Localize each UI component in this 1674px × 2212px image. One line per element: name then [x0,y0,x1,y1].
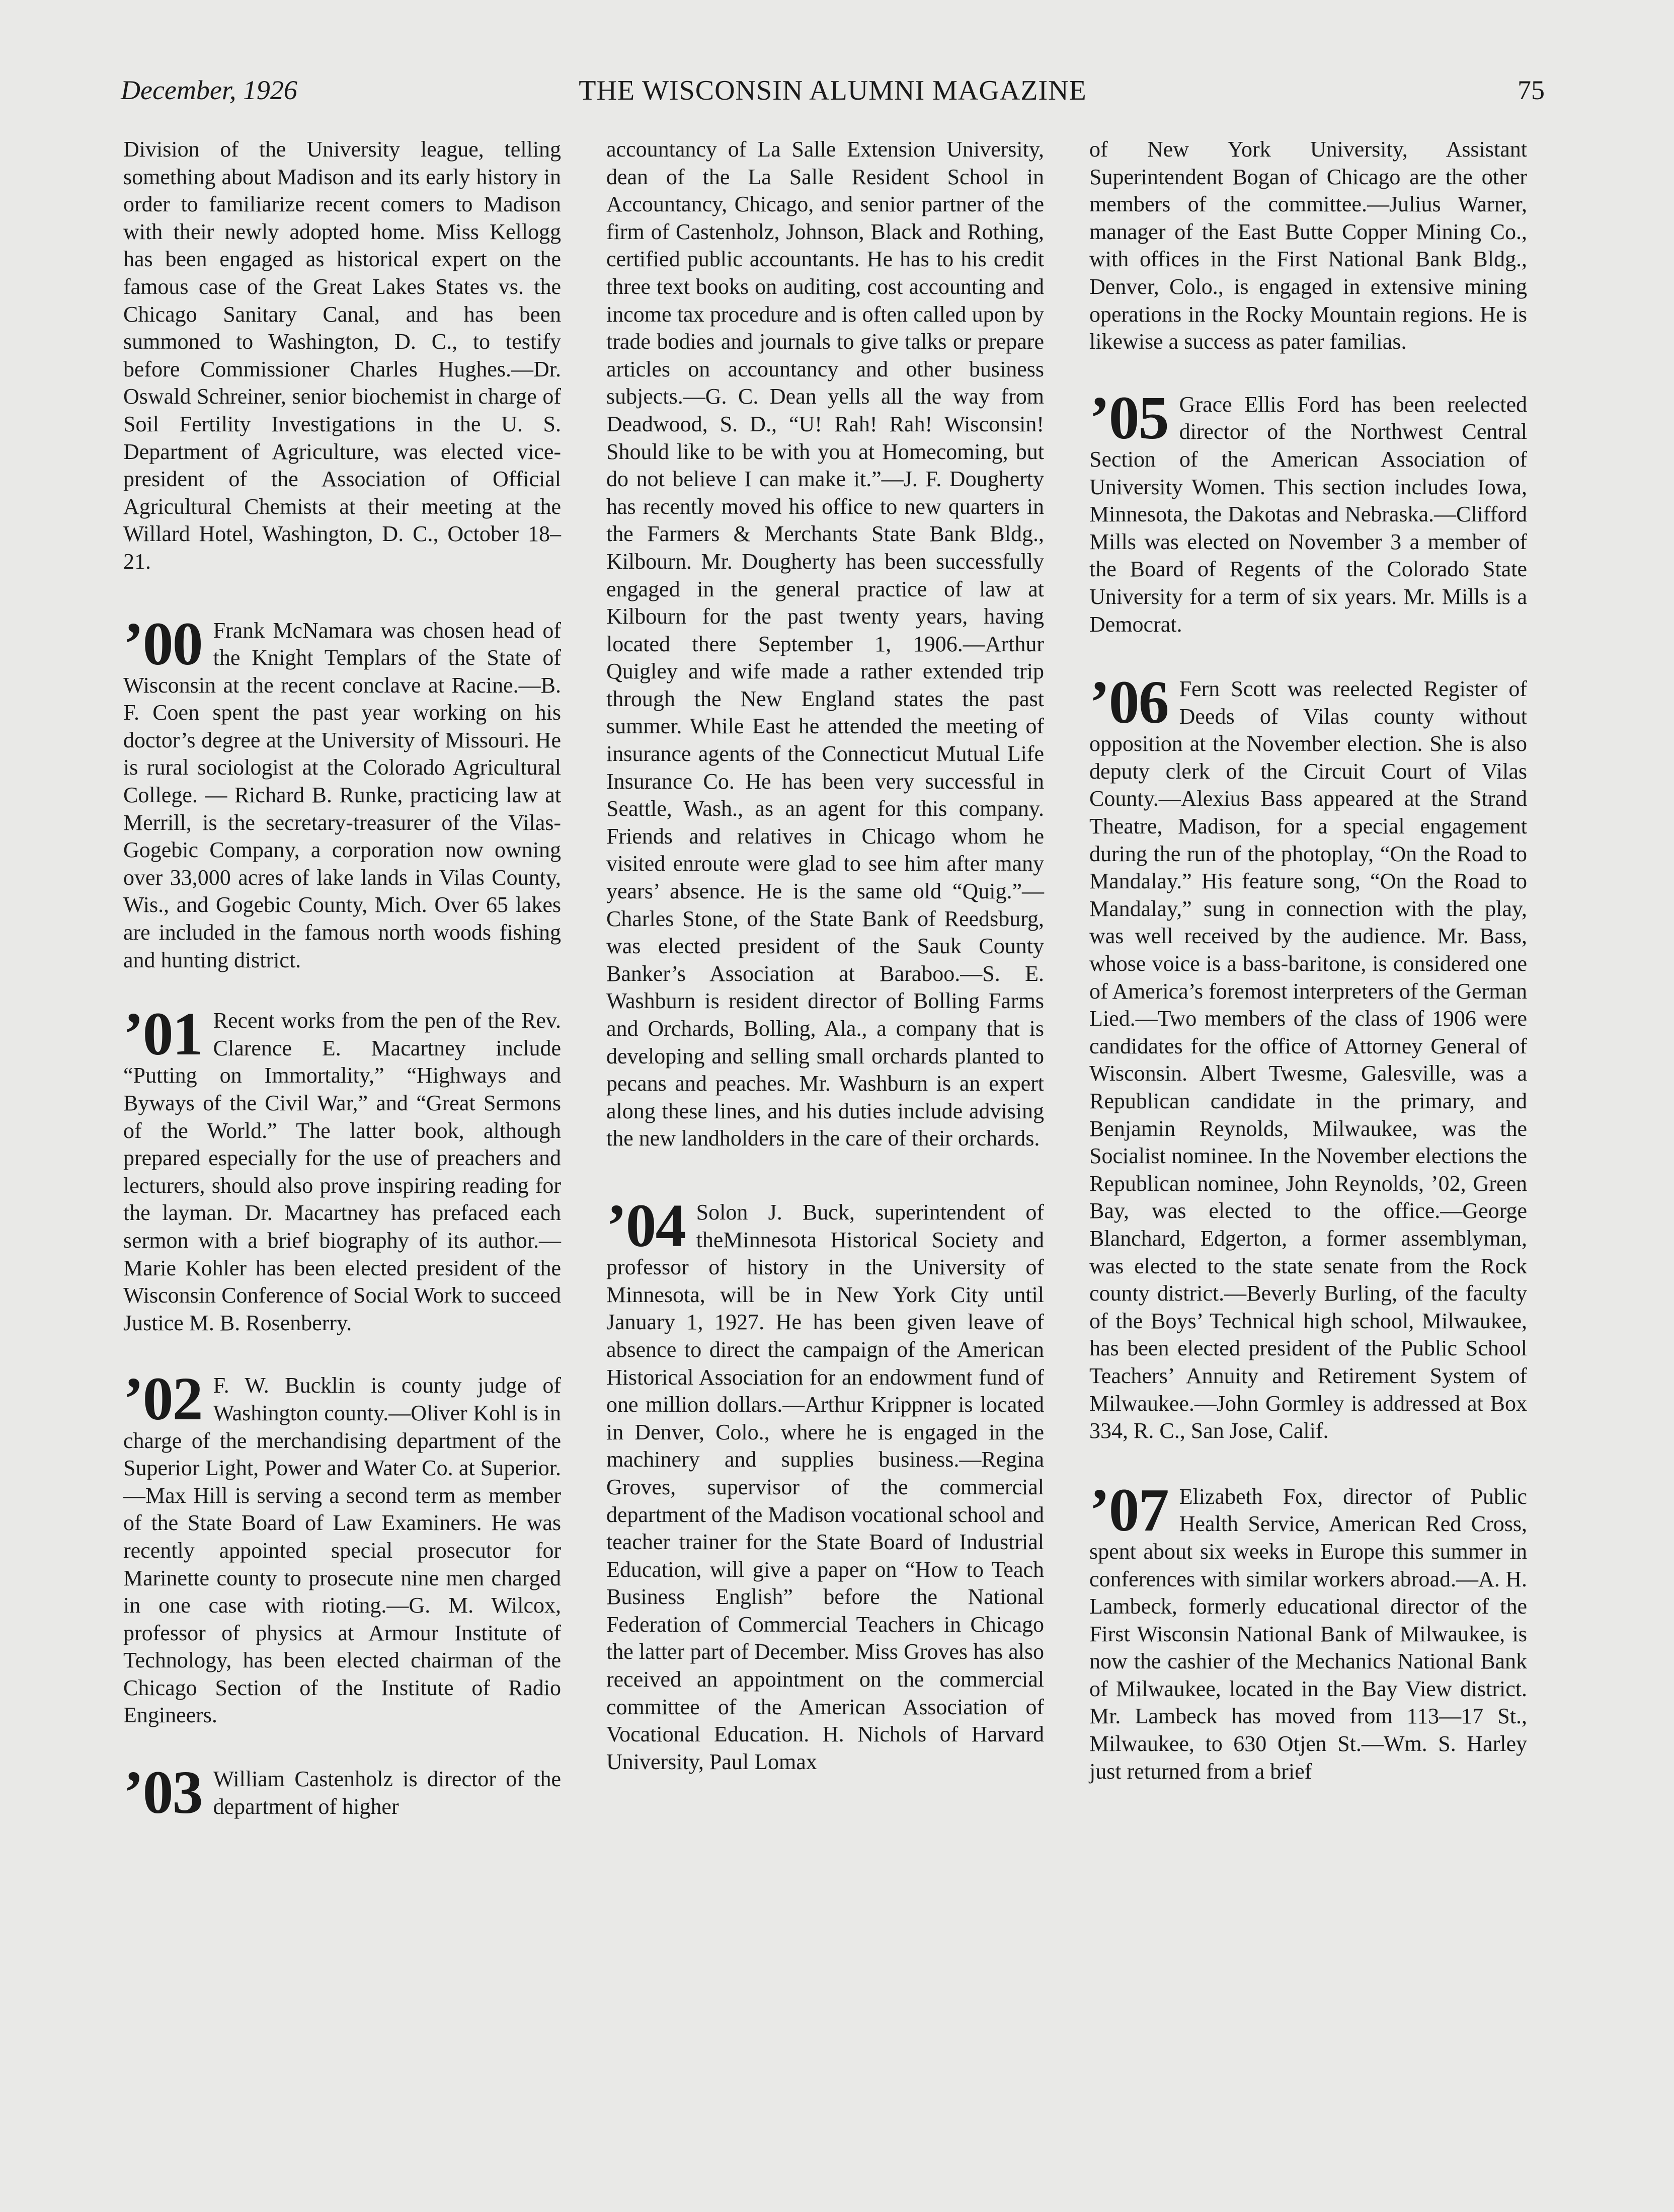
page-header [121,74,1545,115]
class-note-text: Frank McNamara was chosen head of the Knight Templars of the State of Wisconsin at the recent conclave at Racine.—B. F. Coen spent the past year working on his doctor’s degree at the University of Missouri. He is rural sociologist at the Colorado Agricultural College. — Richard B. Runke, practicing law at Merrill, is the secretary-treasurer of the Vilas-Gogebic Company, a corporation now owning over 33,000 acres of lake lands in Vilas County, Wis., and Gogebic County, Mich. Over 65 lakes are included in the famous north woods fishing and hunting district. [123,618,561,972]
class-note-text: Solon J. Buck, superintendent of theMinnesota Historical Society and professor of history in the University of Minnesota, will be in New York City until January 1, 1927. He has been given leave of absence to direct the campaign of the American Historical Association for an endowment fund of one million dollars.—Arthur Krippner is located in Denver, Colo., where he is engaged in the machinery and supplies business.—Regina Groves, supervisor of the commercial department of the Madison vocational school and teacher trainer for the State Board of Industrial Education, will give a paper on “How to Teach Business English” before the National Federation of Commercial Teachers in Chicago the latter part of December. Miss Groves has also received an appointment on the commercial committee of the American Association of Vocational Education. H. Nichols of Harvard University, Paul Lomax [606,1199,1044,1774]
class-note-1905 [1089,384,1527,638]
class-year-label: ’00 [123,609,202,678]
text-column-2 [606,136,1044,1776]
class-year-label: ’03 [123,1759,202,1827]
magazine-title: THE WISCONSIN ALUMNI MAGAZINE [579,75,1087,106]
class-note-text: F. W. Bucklin is county judge of Washington county.—Oliver Kohl is in charge of the merchandising department of the Superior Light, Power and Water Co. at Superior.—Max Hill is serving a second term as member of the State Board of Law Examiners. He was recently appointed special prosecutor for Marinette county to prosecute nine men charged in one case with rioting.—G. M. Wilcox, professor of physics at Armour Institute of Technology, has been elected chairman of the Chicago Section of the Institute of Radio Engineers. [123,1373,561,1728]
column-lead-paragraph: accountancy of La Salle Extension University, dean of the La Salle Resident School in Accountancy, Chicago, and senior partner of the firm of Castenholz, Johnson, Black and Rothing, certified public accountants. He has to his credit three text books on auditing, cost accounting and income tax procedure and is often called upon by trade bodies and journals to give talks or prepare articles on accountancy and other business subjects.—G. C. Dean yells all the way from Deadwood, S. D., “U! Rah! Rah! Wisconsin! Should like to be with you at Homecoming, but do not believe I can make it.”—J. F. Dougherty has recently moved his office to new quarters in the Farmers & Merchants State Bank Bldg., Kilbourn. Mr. Dougherty has been successfully engaged in the general practice of law at Kilbourn for the past twenty years, having located there September 1, 1906.—Arthur Quigley and wife made a rather extended trip through the New England states the past summer. While East he attended the meeting of insurance agents of the Connecticut Mutual Life Insurance Co. He has been very successful in Seattle, Wash., as an agent for this company. Friends and relatives in Chicago whom he visited enroute were glad to see him after many years’ absence. He is the same old “Quig.”—Charles Stone, of the State Bank of Reedsburg, was elected president of the Sauk County Banker’s Association at Baraboo.—S. E. Washburn is resident director of Bolling Farms and Orchards, Bolling, Ala., a company that is developing and selling small orchards planted to pecans and peaches. Mr. Washburn is an expert along these lines, and his duties include advising the new landholders in the care of their orchards. [606,137,1044,1151]
text-column-1 [123,136,561,1827]
class-note-1906 [1089,668,1527,1445]
class-note-text: Grace Ellis Ford has been reelected director of the Northwest Central Section of the American Association of University Women. This section includes Iowa, Minnesota, the Dakotas and Nebraska.—Clifford Mills was elected on November 3 a member of the Board of Regents of the Colorado State University for a term of six years. Mr. Mills is a Democrat. [1089,392,1527,637]
class-year-label: ’07 [1089,1476,1168,1544]
class-year-label: ’04 [606,1191,685,1260]
class-year-label: ’05 [1089,384,1168,452]
class-note-1902 [123,1365,561,1729]
class-note-text: William Castenholz is director of the department of higher [213,1767,561,1819]
page-number: 75 [1518,75,1545,105]
class-note-text: Elizabeth Fox, director of Public Health Service, American Red Cross, spent about six weeks in Europe this summer in conferences with similar workers abroad.—A. H. Lambeck, formerly educational director of the First Wisconsin National Bank of Milwaukee, is now the cashier of the Mechanics National Bank of Milwaukee, located in the Bay View district. Mr. Lambeck has moved from 113—17 St., Milwaukee, to 630 Otjen St.—Wm. S. Harley just returned from a brief [1089,1484,1527,1784]
class-note-1903 [123,1759,561,1827]
column-lead-paragraph: Division of the University league, telling something about Madison and its early history in order to familiarize recent comers to Madison with their newly adopted home. Miss Kellogg has been engaged as historical expert on the famous case of the Great Lakes States vs. the Chicago Sanitary Canal, and has been summoned to Washington, D. C., to testify before Commissioner Charles Hughes.—Dr. Oswald Schreiner, senior biochemist in charge of Soil Fertility Investigations in the U. S. Department of Agriculture, was elected vice-president of the Association of Official Agricultural Chemists at their meeting at the Willard Hotel, Washington, D. C., October 18–21. [123,137,561,574]
class-note-1904 [606,1191,1044,1776]
class-note-1901 [123,1000,561,1337]
class-year-label: ’01 [123,1000,202,1069]
class-note-text: Recent works from the pen of the Rev. Clarence E. Macartney include “Putting on Immortality,” “Highways and Byways of the Civil War,” and “Great Sermons of the World.” The latter book, although prepared especially for the use of preachers and lecturers, should also prove inspiring reading for the layman. Dr. Macartney has prefaced each sermon with a brief biography of its author.—Marie Kohler has been elected president of the Wisconsin Conference of Social Work to succeed Justice M. B. Rosenberry. [123,1008,561,1335]
class-year-label: ’06 [1089,668,1168,737]
class-note-text: Fern Scott was reelected Register of Deeds of Vilas county without opposition at the November election. She is also deputy clerk of the Circuit Court of Vilas County.—Alexius Bass appeared at the Strand Theatre, Madison, for a special engagement during the run of the photoplay, “On the Road to Mandalay.” His feature song, “On the Road to Mandalay,” sung in connection with the play, was well received by the audience. Mr. Bass, whose voice is a bass-baritone, is considered one of America’s foremost interpreters of the German Lied.—Two members of the class of 1906 were candidates for the office of Attorney General of Wisconsin. Albert Twesme, Galesville, was a Republican candidate in the primary, and Benjamin Reynolds, Milwaukee, was the Socialist nominee. In the November elections the Republican nominee, John Reynolds, ’02, Green Bay, was elected to the office.—George Blanchard, Edgerton, a former assemblyman, was elected to the state senate from the Rock county district.—Beverly Burling, of the faculty of the Boys’ Technical high school, Milwaukee, has been elected president of the Public School Teachers’ Annuity and Retirement System of Milwaukee.—John Gormley is addressed at Box 334, R. C., San Jose, Calif. [1089,676,1527,1443]
class-note-1907 [1089,1476,1527,1786]
class-year-label: ’02 [123,1365,202,1433]
class-note-1900 [123,609,561,974]
text-column-3 [1089,136,1527,1785]
issue-date: December, 1926 [121,75,297,105]
column-lead-paragraph: of New York University, Assistant Superintendent Bogan of Chicago are the other members of the committee.—Julius Warner, manager of the East Butte Copper Mining Co., with offices in the First National Bank Bldg., Denver, Colo., is engaged in extensive mining operations in the Rocky Mountain regions. He is likewise a success as pater familias. [1089,137,1527,354]
